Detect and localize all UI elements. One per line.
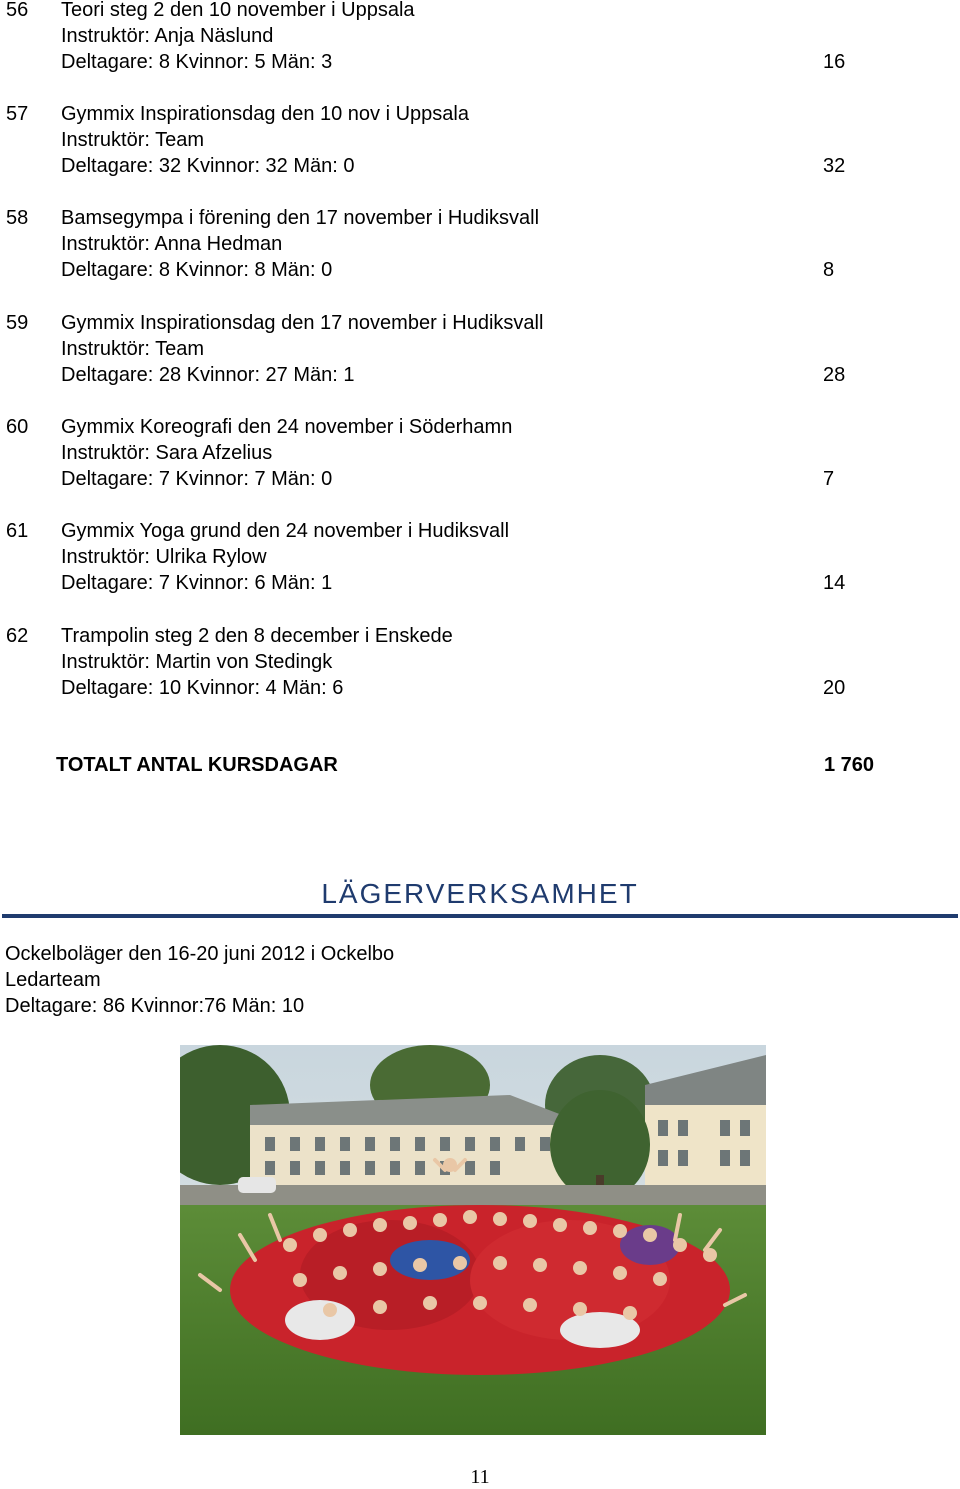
entry-number: 59 [6, 312, 29, 334]
entry-participants: Deltagare: 8 Kvinnor: 5 Män: 3 [61, 51, 333, 73]
entry-number: 61 [6, 520, 29, 542]
entry-course-days: 28 [823, 364, 846, 386]
entry-number: 62 [6, 625, 29, 647]
entry-number: 56 [6, 0, 29, 21]
entry-title: Gymmix Yoga grund den 24 november i Hudiksvall [61, 520, 510, 542]
entry-title: Teori steg 2 den 10 november i Uppsala [61, 0, 415, 21]
entry-participants: Deltagare: 8 Kvinnor: 8 Män: 0 [61, 259, 333, 281]
course-entry-56 [0, 0, 960, 75]
entry-number: 60 [6, 416, 29, 438]
entry-participants: Deltagare: 7 Kvinnor: 6 Män: 1 [61, 572, 333, 594]
entry-title: Gymmix Inspirationsdag den 17 november i Hudiksvall [61, 312, 544, 334]
entry-title: Trampolin steg 2 den 8 december i Enskede [61, 625, 453, 647]
entry-instructor: Instruktör: Anna Hedman [61, 233, 283, 255]
entry-participants: Deltagare: 7 Kvinnor: 7 Män: 0 [61, 468, 333, 490]
entry-course-days: 7 [823, 468, 835, 490]
entry-title: Gymmix Inspirationsdag den 10 nov i Uppsala [61, 103, 469, 125]
entry-course-days: 14 [823, 572, 846, 594]
total-course-days-value: 1 760 [824, 754, 875, 776]
course-entry-61 [0, 518, 960, 596]
entry-number: 58 [6, 207, 29, 229]
course-entry-58 [0, 205, 960, 283]
entry-course-days: 16 [823, 51, 846, 73]
entry-course-days: 20 [823, 677, 846, 699]
entry-instructor: Instruktör: Team [61, 338, 205, 360]
entry-number: 57 [6, 103, 29, 125]
entry-participants: Deltagare: 32 Kvinnor: 32 Män: 0 [61, 155, 355, 177]
entry-participants: Deltagare: 28 Kvinnor: 27 Män: 1 [61, 364, 355, 386]
course-entry-62 [0, 623, 960, 701]
entry-instructor: Instruktör: Anja Näslund [61, 25, 274, 47]
entry-title: Gymmix Koreografi den 24 november i Söderhamn [61, 416, 513, 438]
entry-instructor: Instruktör: Sara Afzelius [61, 442, 273, 464]
camp-leaders: Ledarteam [5, 969, 101, 991]
camp-participants: Deltagare: 86 Kvinnor:76 Män: 10 [5, 995, 305, 1017]
entry-course-days: 32 [823, 155, 846, 177]
entry-instructor: Instruktör: Team [61, 129, 205, 151]
total-course-days-label: TOTALT ANTAL KURSDAGAR [56, 754, 338, 776]
section-divider [2, 914, 958, 918]
entry-instructor: Instruktör: Ulrika Rylow [61, 546, 267, 568]
entry-instructor: Instruktör: Martin von Stedingk [61, 651, 333, 673]
course-entry-57 [0, 101, 960, 179]
section-heading: LÄGERVERKSAMHET [321, 878, 639, 909]
course-entry-60 [0, 414, 960, 492]
entry-participants: Deltagare: 10 Kvinnor: 4 Män: 6 [61, 677, 344, 699]
page-number: 11 [470, 1466, 490, 1488]
course-entry-59 [0, 310, 960, 388]
camp-title: Ockelboläger den 16-20 juni 2012 i Ockelbo [5, 943, 395, 965]
entry-course-days: 8 [823, 259, 835, 281]
entry-title: Bamsegympa i förening den 17 november i Hudiksvall [61, 207, 540, 229]
camp-group-photo [180, 1045, 766, 1435]
